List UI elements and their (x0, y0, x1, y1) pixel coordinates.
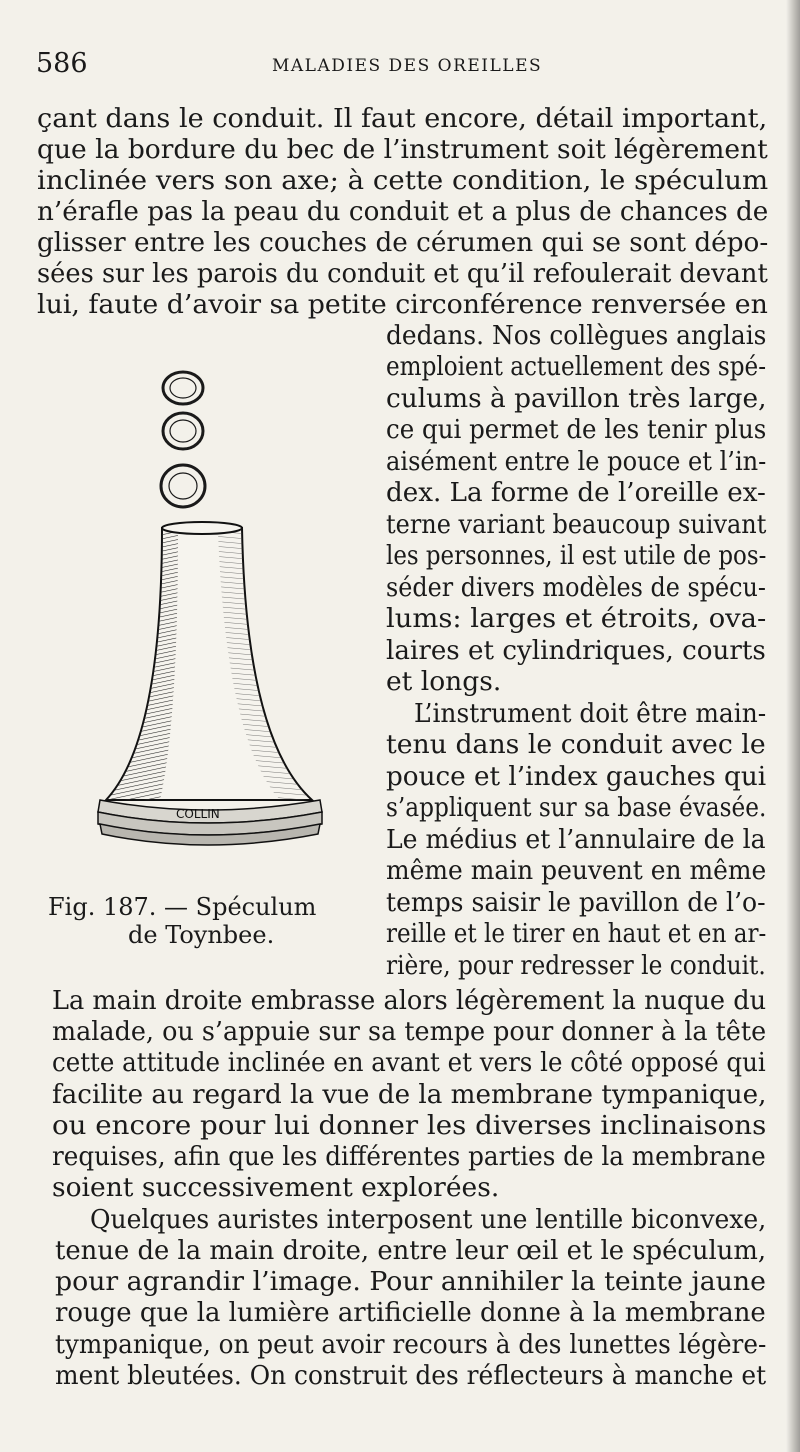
text-line: pouce et l’index gauches qui (386, 761, 767, 792)
text-line: La main droite embrasse alors légèrement la nuque du (52, 985, 767, 1016)
text-line: glisser entre les couches de cérumen qui se sont dépo- (37, 227, 769, 258)
text-line: même main peuvent en même (386, 855, 767, 886)
text-line: dedans. Nos collègues anglais (386, 320, 767, 351)
text-line: rière, pour redresser le conduit. (386, 950, 766, 981)
text-line: çant dans le conduit. Il faut encore, détail important, (37, 103, 768, 134)
text-line: tenue de la main droite, entre leur œil et le spéculum, (55, 1235, 767, 1266)
text-line: tympanique, on peut avoir recours à des lunettes légère- (55, 1329, 767, 1360)
engraving-mark: COLLIN (176, 807, 220, 821)
running-title: MALADIES DES OREILLES (272, 56, 543, 76)
text-line: pour agrandir l’image. Pour annihiler la teinte jaune (55, 1266, 766, 1297)
text-line: Quelques auristes interposent une lentille biconvexe, (90, 1204, 767, 1235)
text-line: aisément entre le pouce et l’in- (386, 446, 767, 477)
text-line: tenu dans le conduit avec le (386, 729, 766, 760)
text-line: facilite au regard la vue de la membrane tympanique, (52, 1079, 767, 1110)
text-line: ment bleutées. On construit des réflecteurs à manche et (55, 1360, 767, 1391)
text-line: soient successivement explorées. (52, 1172, 500, 1203)
text-line: dex. La forme de l’oreille ex- (386, 477, 766, 508)
text-line: culums à pavillon très large, (386, 383, 767, 414)
text-line: reille et le tirer en haut et en ar- (386, 918, 767, 949)
text-line: Le médius et l’annulaire de la (386, 824, 766, 855)
text-line: terne variant beaucoup suivant (386, 509, 767, 540)
speculum-figure (40, 360, 370, 960)
text-line: requises, afin que les différentes parties de la membrane (52, 1141, 766, 1172)
ring-samples (161, 372, 205, 507)
figure-caption-line2: de Toynbee. (128, 921, 275, 949)
text-line: inclinée vers son axe; à cette condition, le spéculum (37, 165, 769, 196)
page-number: 586 (36, 48, 88, 79)
text-line: sées sur les parois du conduit et qu’il refoulerait devant (37, 258, 768, 289)
text-line: les personnes, il est utile de pos- (386, 540, 767, 571)
text-line: lui, faute d’avoir sa petite circonférence renversée en (37, 289, 768, 320)
speculum-illustration (40, 360, 370, 880)
page-edge-shadow (786, 0, 800, 1452)
text-line: laires et cylindriques, courts (386, 635, 766, 666)
text-line: que la bordure du bec de l’instrument soit légèrement (37, 134, 768, 165)
text-line: ce qui permet de les tenir plus (386, 414, 767, 445)
text-line: ou encore pour lui donner les diverses inclinaisons (52, 1110, 767, 1141)
figure-caption-line1: Fig. 187. — Spéculum (48, 893, 317, 921)
text-line: séder divers modèles de spécu- (386, 572, 766, 603)
page-header (36, 48, 776, 88)
text-line: s’appliquent sur sa base évasée. (386, 792, 767, 823)
text-line: n’érafle pas la peau du conduit et a plus de chances de (37, 196, 769, 227)
text-line: cette attitude inclinée en avant et vers le côté opposé qui (52, 1047, 766, 1078)
text-line: rouge que la lumière artificielle donne à la membrane (55, 1297, 766, 1328)
text-line: lums: larges et étroits, ova- (386, 603, 767, 634)
text-line: et longs. (386, 666, 502, 697)
text-line: L’instrument doit être main- (414, 698, 767, 729)
speculum-body (98, 522, 322, 845)
text-line: emploient actuellement des spé- (386, 351, 766, 382)
text-line: temps saisir le pavillon de l’o- (386, 887, 766, 918)
text-line: malade, ou s’appuie sur sa tempe pour donner à la tête (52, 1016, 767, 1047)
